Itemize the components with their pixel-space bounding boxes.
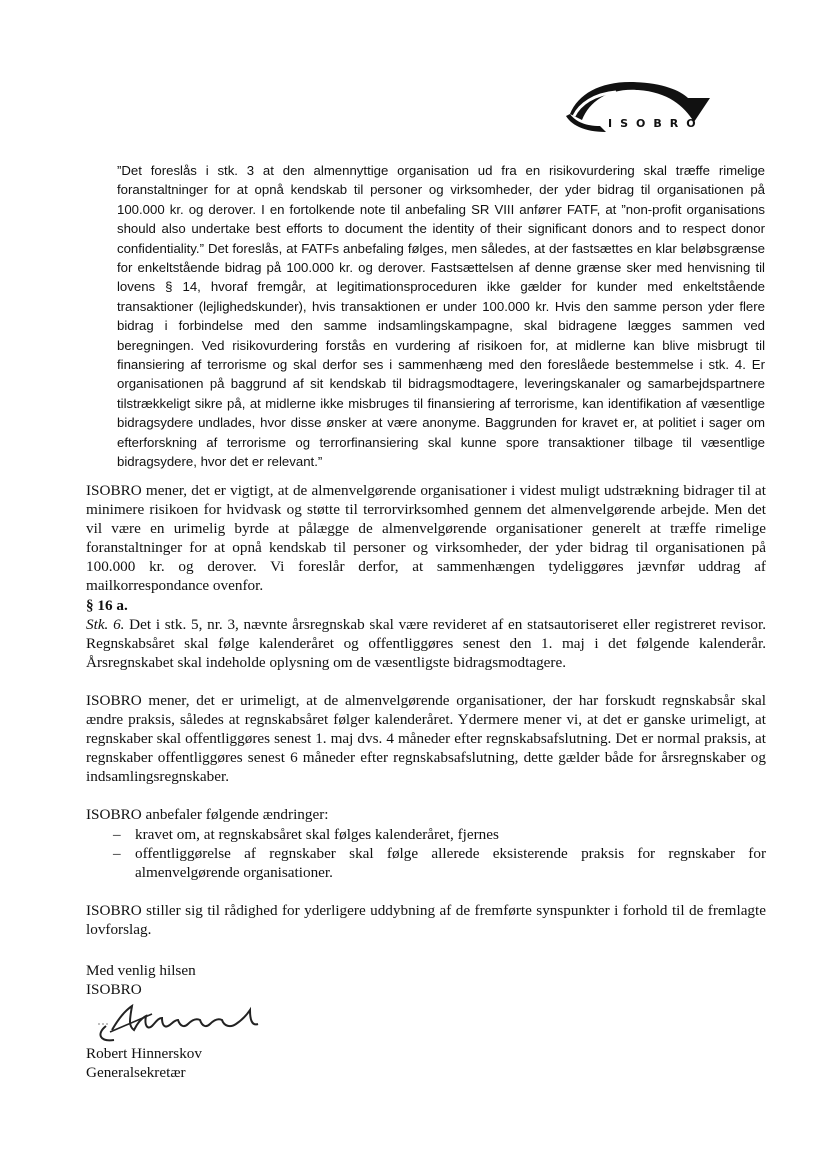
stk-label: Stk. 6. [86,615,125,633]
paragraph-intro: ISOBRO mener, det er vigtigt, at de almenvelgørende organisationer i videst muligt udstrækning bidrager til at minimere risikoen for hvidvask og støtte til terrorvirksomhed gennem det almenvelgørende arbejde. Men det vil være en urimelig byrde at pålægge de almenvelgørende organisationer generelt at træffe rimelige foranstaltninger for at opnå kendskab til personer og virksomheder, der yder bidrag til organisationen på 100.000 kr. og derover. Vi foreslår derfor, at sammenhængen tydeliggøres jævnfør uddrag af mailkorrespondance ovenfor. [86,482,766,595]
logo-text: ISOBRO [608,117,704,130]
signer-title: Generalsekretær [86,1064,186,1082]
bullet-dash: – [113,844,121,862]
greeting: Med venlig hilsen [86,962,196,979]
paragraph-fiscal-year: ISOBRO mener, det er urimeligt, at de almenvelgørende organisationer, der har forskudt regnskabsår skal ændre praksis, således at regnskabsåret følger kalenderåret. Ydermere mener vi, at det er ganske urimeligt, at regnskaber skal offentliggøres senest 1. maj dvs. 4 måneder efter regnskabsafslutning. Det er normal praksis, at regnskaber offentliggøres senest 6 måneder efter regnskabsafslutning, dette gælder både for årsregnskaber og indsamlingsregnskaber. [86,691,766,786]
stk-text: Det i stk. 5, nr. 3, nævnte årsregnskab skal være revideret af en statsautoriseret eller registreret revisor. Regnskabsåret skal følge kalenderåret og offentliggøres senest den 1. maj i det følgende kalenderår. Årsregnskabet skal indeholde oplysning om de væsentligste bidragsmodtagere. [86,615,766,671]
list-item: – kravet om, at regnskabsåret skal følges kalenderåret, fjernes [113,825,499,843]
quoted-excerpt: ”Det foreslås i stk. 3 at den almennyttige organisation ud fra en risikovurdering skal træffe rimelige foranstaltninger for at opnå kendskab til personer og virksomheder, der yder bidrag til organisationen på 100.000 kr. og derover. I en fortolkende note til anbefaling SR VIII anfører FATF, at ”non-profit organisations should also undertake best efforts to document the identity of their significant donors and to respect donor confidentiality.” Det foreslås, at FATFs anbefaling følges, men således, at der fastsættes en klar beløbsgrænse for enkeltstående bidrag på 100.000 kr. og derover. Fastsættelsen af denne grænse sker med henvisning til lovens § 14, hvoraf fremgår, at legitimationsproceduren ikke gælder for kunder med enkeltstående transaktioner (lejlighedskunder), hvis transaktionen er under 100.000 kr. Hvis den samme person yder flere bidrag i forbindelse med den samme indsamlingskampagne, skal bidragene lægges sammen ved beregningen. Ved risikovurdering forstås en vurdering af risikoen for, at midlerne kan blive misbrugt til finansiering af terrorisme og skal derfor ses i sammenhæng med den foreslåede bestemmelse i stk. 4. Er organisationen på baggrund af sit kendskab til bidragsmodtagere, leveringskanaler og samarbejdspartnere tilstrækkeligt sikre på, at midlerne ikke misbruges til finansiering af terrorisme, kan identifikation af væsentlige bidragsydere undlades, hvor disse ønsker at være anonyme. Baggrunden for kravet er, at politiet i sager om efterforskning af terrorisme og terrorfinansiering skal kunne spore transaktioner tilbage til væsentlige bidragsydere, hvor det er relevant.” [117,163,765,470]
signer-name: Robert Hinnerskov [86,1045,202,1062]
handwritten-signature [92,996,272,1046]
paragraph-availability: ISOBRO stiller sig til rådighed for yderligere uddybning af de fremførte synspunkter i forhold til de fremlagte lovforslag. [86,901,766,938]
signer-block [86,1044,202,1082]
letter-body [86,481,766,939]
bullet-dash: – [113,825,121,843]
stk-paragraph [86,615,766,672]
list-item: – offentliggørelse af regnskaber skal følge allerede eksisterende praksis for regnskaber for almenvelgørende organisationer. [113,844,766,881]
recommendations-list [86,825,766,882]
isobro-logo [560,76,720,136]
paragraph-recommendations-intro: ISOBRO anbefaler følgende ændringer: [86,806,329,824]
closing-block [86,961,196,999]
section-heading: § 16 a. [86,596,128,614]
closing-org: ISOBRO [86,981,142,999]
